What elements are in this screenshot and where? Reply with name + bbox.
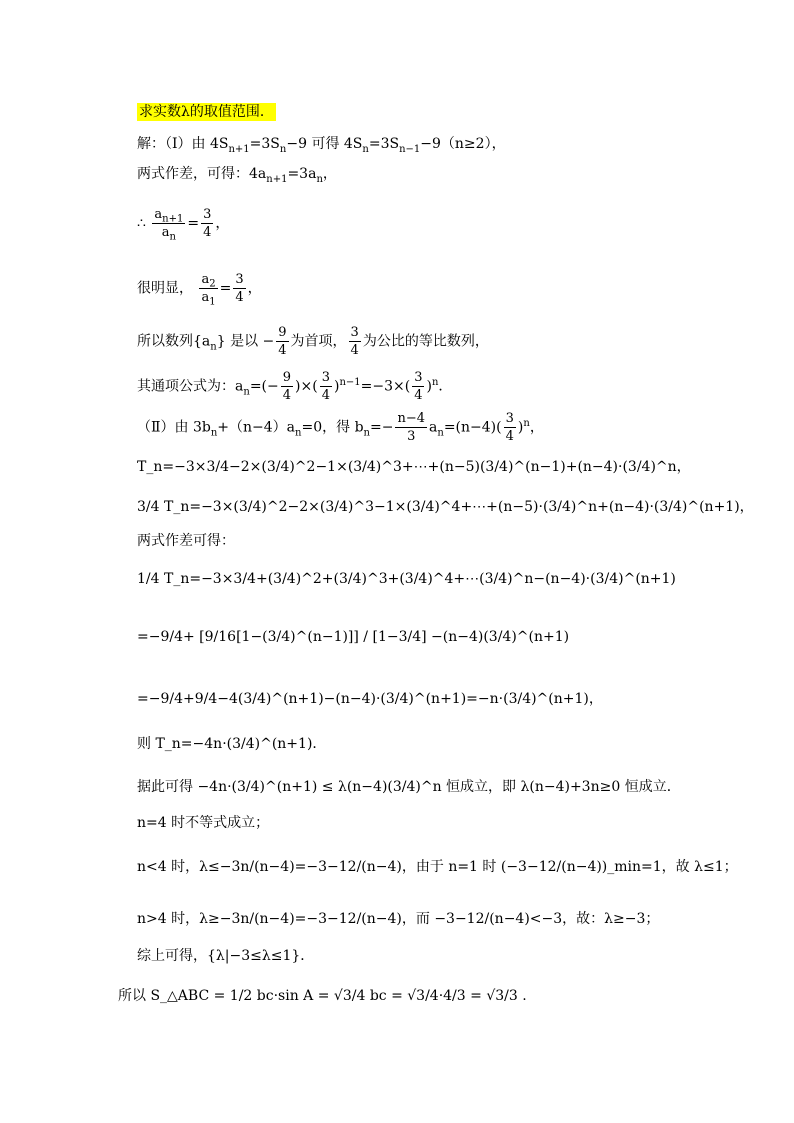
inequality-line: 据此可得 −4n·(3/4)^(n+1) ≤ λ(n−4)(3/4)^n 恒成立，即 λ(n−4)+3n≥0 恒成立． [137,779,681,795]
case-n-lt-4: n<4 时，λ≤−3n/(n−4)=−3−12/(n−4)，由于 n=1 时 (−3−12/(n−4))_min=1，故 λ≤1； [137,859,738,875]
geometric-sum-line: =−9/4+ [9/16[1−(3/4)^(n−1)]] / [1−3/4] −(n−4)(3/4)^(n+1) [137,629,570,645]
case-n-gt-4: n>4 时，λ≥−3n/(n−4)=−3−12/(n−4)，而 −3−12/(n−4)<−3，故：λ≥−3； [137,911,660,927]
case-n-eq-4: n=4 时不等式成立； [137,815,270,831]
difference-label: 两式作差可得： [137,533,235,549]
area-line: 所以 S_△ABC = 1/2 bc·sin A = √3/4 bc = √3/4·4/3 = √3/3 . [118,988,527,1004]
solution-line-2: 两式作差，可得：$4a_{n+1}=3a_n$， [137,166,337,185]
solution-line-1: 解：（Ⅰ）由 $4S_{n+1}=3S_n-9$ 可得 $4S_n=3S_{n-1}-9(n\ge 2)$， [137,136,506,155]
tn-scaled-line: 3/4 T_n=−3×(3/4)^2−2×(3/4)^3−1×(3/4)^4+⋯+(n−5)·(3/4)^n+(n−4)·(3/4)^(n+1)， [137,499,754,515]
part2-line: （Ⅱ）由 $3b_n+(n-4)a_n=0$，得 $b_n=-$ $\frac{n-4}{3}$ $a_n=(n-4)$( $\frac{3}{4}$ )$^n$， [137,411,544,444]
highlighted-text: 求实数λ的取值范围． [139,104,274,120]
tn-result-line: 则 T_n=−4n·(3/4)^(n+1)． [137,736,327,752]
general-term-line: 其通项公式为：$a_n=(-$ $\frac{9}{4}$ )×( $\frac{3}{4}$ )$^{n-1}$=−3×( $\frac{3}{4}$ )$^n$． [137,370,453,403]
ratio-check-line: 很明显， $\frac{a_2}{a_1}$ = $\frac{3}{4}$ ， [137,272,262,308]
problem-prompt [137,103,276,121]
tn-sum-line: T_n=−3×3/4−2×(3/4)^2−1×(3/4)^3+⋯+(n−5)(3/4)^(n−1)+(n−4)·(3/4)^n， [137,459,691,475]
sequence-desc-line: 所以数列$\{a_n\}$ 是以 − $\frac{9}{4}$ 为首项， $\frac{3}{4}$ 为公比的等比数列， [137,325,489,358]
conclusion-line: 综上可得，{λ|−3≤λ≤1}． [137,948,315,964]
ratio-line: ∴ $\frac{a_{n+1}}{a_n}$ = $\frac{3}{4}$ ， [137,207,230,243]
simplify-line: =−9/4+9/4−4(3/4)^(n+1)−(n−4)·(3/4)^(n+1)=−n·(3/4)^(n+1)， [137,691,603,707]
quarter-tn-line: 1/4 T_n=−3×3/4+(3/4)^2+(3/4)^3+(3/4)^4+⋯(3/4)^n−(n−4)·(3/4)^(n+1) [137,571,676,587]
